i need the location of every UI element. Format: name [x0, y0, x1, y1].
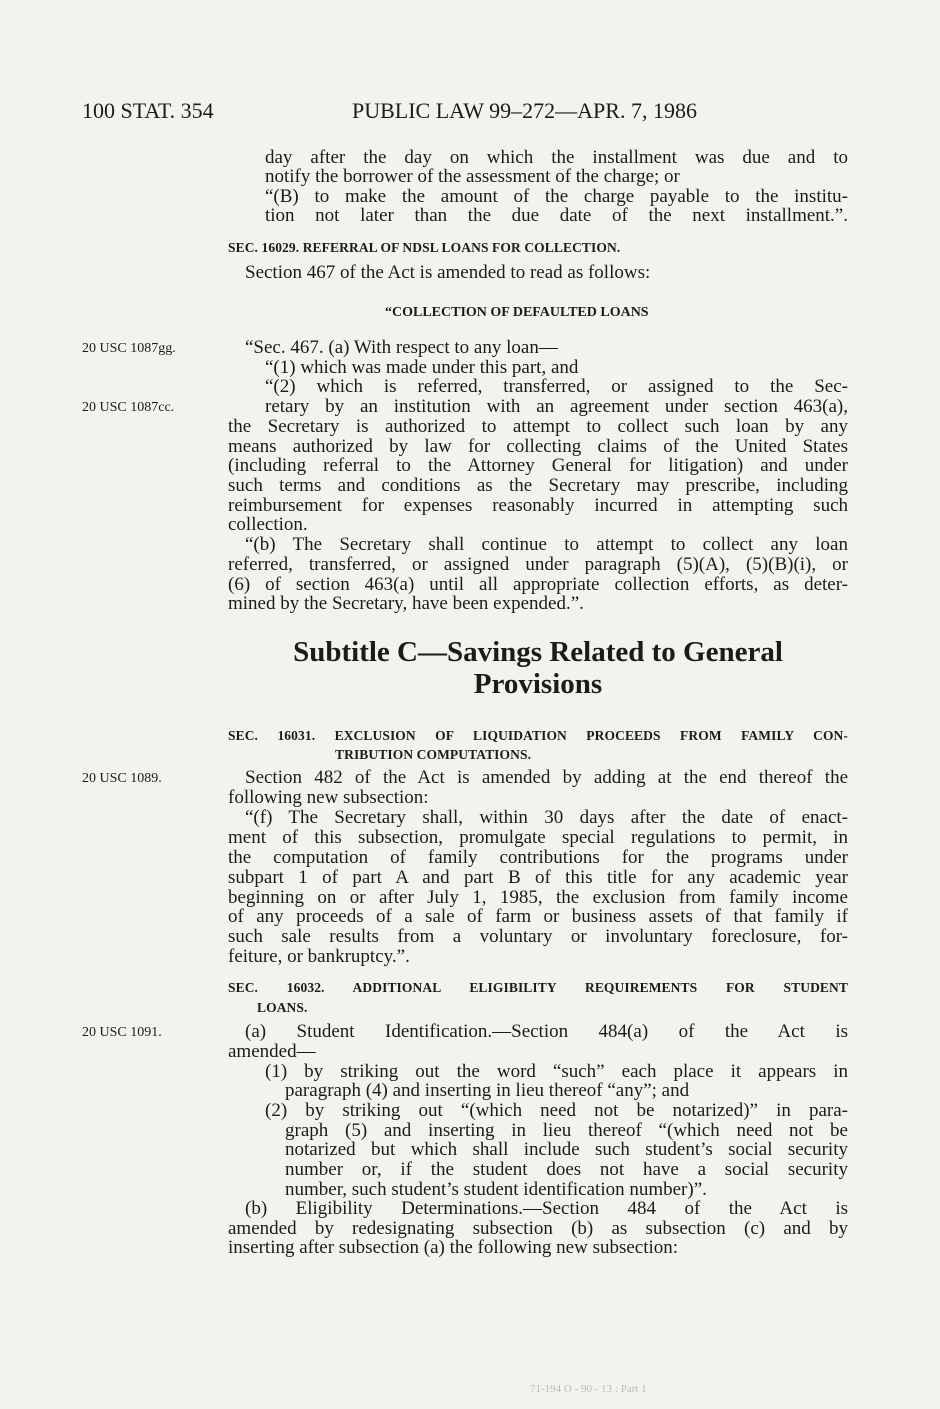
text-line: “(2) which is referred, transferred, or assigned to the Sec- [265, 376, 848, 397]
section-heading: SEC. 16031. EXCLUSION OF LIQUIDATION PROCEEDS FROM FAMILY CON- [228, 728, 848, 743]
text-line: graph (5) and inserting in lieu thereof “(which need not be [285, 1120, 848, 1141]
running-head-title: PUBLIC LAW 99–272—APR. 7, 1986 [352, 98, 697, 123]
print-folio: 71-194 O - 90 - 13 : Part 1 [530, 1383, 647, 1395]
section-heading: SEC. 16029. REFERRAL OF NDSL LOANS FOR COLLECTION. [228, 240, 621, 255]
text-line: such sale results from a voluntary or involuntary foreclosure, for- [228, 926, 848, 947]
text-line: day after the day on which the installment was due and to [265, 147, 848, 168]
text-line: (1) by striking out the word “such” each place it appears in [265, 1061, 848, 1082]
running-head-stat: 100 STAT. 354 [82, 98, 214, 123]
margin-note: 20 USC 1091. [82, 1025, 162, 1040]
text-line: notify the borrower of the assessment of the charge; or [265, 166, 680, 187]
margin-note: 20 USC 1089. [82, 771, 162, 786]
text-line: referred, transferred, or assigned under paragraph (5)(A), (5)(B)(i), or [228, 554, 848, 575]
text-line: mined by the Secretary, have been expended.”. [228, 593, 584, 614]
text-line: “Sec. 467. (a) With respect to any loan— [245, 337, 558, 358]
subtitle-heading [228, 636, 848, 700]
text-line: ment of this subsection, promulgate special regulations to permit, in [228, 827, 848, 848]
text-line: “(B) to make the amount of the charge payable to the institu- [265, 186, 848, 207]
text-line: feiture, or bankruptcy.”. [228, 946, 410, 967]
text-line: amended by redesignating subsection (b) as subsection (c) and by [228, 1218, 848, 1239]
text-line: number, such student’s student identification number)”. [285, 1179, 707, 1200]
text-line: amended— [228, 1041, 316, 1062]
text-line: “(b) The Secretary shall continue to attempt to collect any loan [245, 534, 848, 555]
section-heading: LOANS. [257, 1000, 308, 1015]
text-line: such terms and conditions as the Secretary may prescribe, including [228, 475, 848, 496]
text-line: collection. [228, 514, 308, 535]
subtitle-line-2: Provisions [473, 668, 603, 700]
text-line: (2) by striking out “(which need not be notarized)” in para- [265, 1100, 848, 1121]
text-line: following new subsection: [228, 787, 429, 808]
text-line: means authorized by law for collecting claims of the United States [228, 436, 848, 457]
text-line: “(f) The Secretary shall, within 30 days after the date of enact- [245, 807, 848, 828]
text-line: beginning on or after July 1, 1985, the exclusion from family income [228, 887, 848, 908]
section-heading: TRIBUTION COMPUTATIONS. [335, 747, 532, 762]
text-line: the computation of family contributions for the programs under [228, 847, 848, 868]
subtitle-line-1: Subtitle C—Savings Related to General [293, 636, 783, 668]
text-line: paragraph (4) and inserting in lieu thereof “any”; and [285, 1080, 690, 1101]
text-line: inserting after subsection (a) the following new subsection: [228, 1237, 679, 1258]
text-line: the Secretary is authorized to attempt to collect such loan by any [228, 416, 848, 437]
text-line: retary by an institution with an agreement under section 463(a), [265, 396, 848, 417]
text-line: reimbursement for expenses reasonably incurred in attempting such [228, 495, 848, 516]
text-line: tion not later than the due date of the next installment.”. [265, 205, 848, 226]
text-line: subpart 1 of part A and part B of this title for any academic year [228, 867, 848, 888]
margin-note: 20 USC 1087cc. [82, 400, 175, 415]
section-subheading: “COLLECTION OF DEFAULTED LOANS [385, 305, 649, 320]
text-line: notarized but which shall include such student’s social security [285, 1139, 848, 1160]
text-line: (6) of section 463(a) until all appropriate collection efforts, as deter- [228, 574, 848, 595]
text-line: (including referral to the Attorney General for litigation) and under [228, 455, 848, 476]
text-line: (a) Student Identification.—Section 484(a) of the Act is [245, 1021, 848, 1042]
text-line: (b) Eligibility Determinations.—Section 484 of the Act is [245, 1198, 848, 1219]
section-heading: SEC. 16032. ADDITIONAL ELIGIBILITY REQUIREMENTS FOR STUDENT [228, 980, 848, 995]
text-line: number or, if the student does not have a social security [285, 1159, 848, 1180]
margin-note: 20 USC 1087gg. [82, 341, 176, 356]
text-line: “(1) which was made under this part, and [265, 357, 579, 378]
text-line: Section 482 of the Act is amended by adding at the end thereof the [245, 767, 848, 788]
text-line: Section 467 of the Act is amended to read as follows: [245, 262, 651, 283]
text-line: of any proceeds of a sale of farm or business assets of that family if [228, 906, 848, 927]
